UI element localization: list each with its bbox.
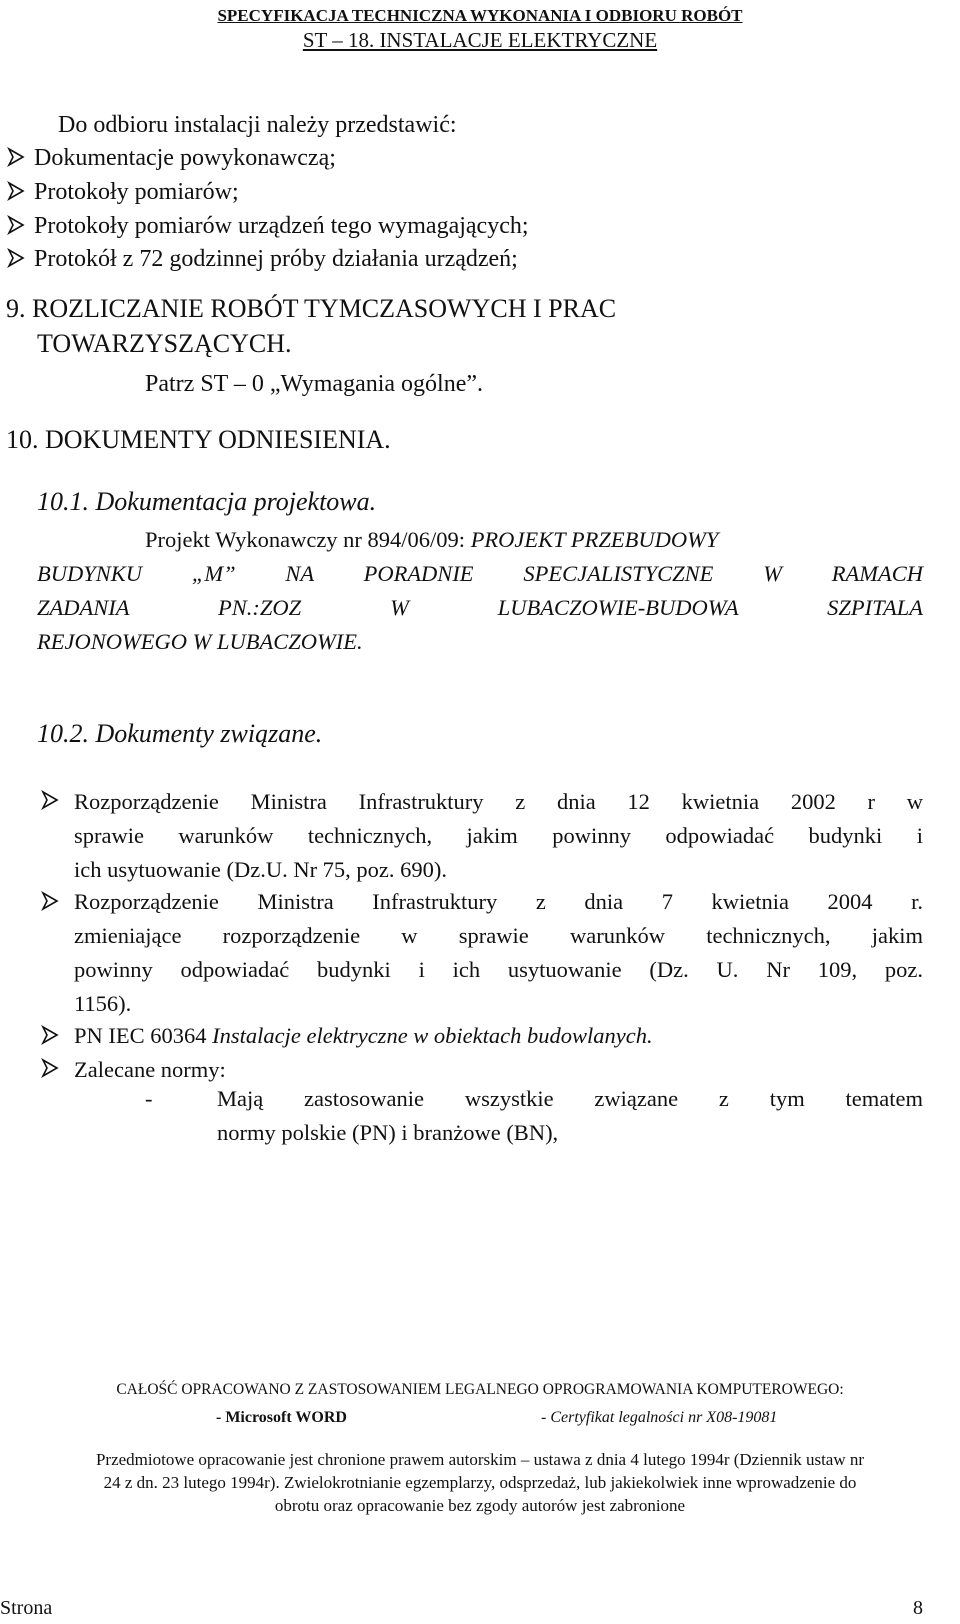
arrowhead-bullet-icon (6, 179, 34, 206)
arrowhead-bullet-icon (6, 145, 34, 172)
arrowhead-bullet-icon (40, 891, 60, 916)
section-10-1-heading: 10.1. Dokumentacja projektowa. (37, 487, 377, 516)
project-line-4: REJONOWEGO W LUBACZOWIE. (37, 629, 363, 654)
footer-software: - Microsoft WORD (216, 1409, 347, 1426)
doc-2-line-2: zmieniające rozporządzenie w sprawie warunków technicznych, jakim (74, 923, 923, 948)
list-item: Protokoły pomiarów; (6, 179, 239, 206)
project-prefix: Projekt Wykonawczy nr 894/06/09: (145, 527, 471, 552)
list-item: Protokół z 72 godzinnej próby działania urządzeń; (6, 246, 518, 273)
arrowhead-bullet-icon (40, 790, 60, 815)
footer-copyright-line-1: Przedmiotowe opracowanie jest chronione prawem autorskim – ustawa z dnia 4 lutego 1994r (Dziennik ustaw nr (95, 1450, 865, 1469)
doc-1-line-3: ich usytuowanie (Dz.U. Nr 75, poz. 690). (74, 857, 448, 882)
doc-2-line-3: powinny odpowiadać budynki i ich usytuowanie (Dz. U. Nr 109, poz. (74, 957, 923, 982)
norms-line-2: normy polskie (PN) i branżowe (BN), (217, 1120, 559, 1145)
doc-4: Zalecane normy: (74, 1057, 226, 1082)
project-line-2: BUDYNKU „M” NA PORADNIE SPECJALISTYCZNE W RAMACH (37, 561, 923, 586)
section-9-heading-line1: 9. ROZLICZANIE ROBÓT TYMCZASOWYCH I PRAC (6, 294, 617, 323)
doc-1-line-1: Rozporządzenie Ministra Infrastruktury z dnia 12 kwietnia 2002 r w (74, 789, 923, 814)
arrowhead-bullet-icon (6, 213, 34, 240)
document-header-title: SPECYFIKACJA TECHNICZNA WYKONANIA I ODBIORU ROBÓT (217, 6, 743, 25)
document-header-subtitle: ST – 18. INSTALACJE ELEKTRYCZNE (302, 28, 658, 52)
norms-line-1: Mają zastosowanie wszystkie związane z tym tematem (217, 1086, 923, 1111)
section-9-heading-line2: TOWARZYSZĄCYCH. (37, 329, 292, 358)
footer-copyright-line-2: 24 z dn. 23 lutego 1994r). Zwielokrotnianie egzemplarzy, odsprzedaż, lub jakiekolwiek inne wprowadzenie do (103, 1473, 857, 1492)
section-9-text: Patrz ST – 0 „Wymagania ogólne”. (145, 371, 484, 397)
list-item: Dokumentacje powykonawczą; (6, 145, 336, 172)
footer-legal-software: CAŁOŚĆ OPRACOWANO Z ZASTOSOWANIEM LEGALNEGO OPROGRAMOWANIA KOMPUTEROWEGO: (116, 1381, 844, 1398)
arrowhead-bullet-icon (40, 1058, 60, 1083)
page-number: 8 (913, 1597, 923, 1619)
project-line-3: ZADANIA PN.:ZOZ W LUBACZOWIE-BUDOWA SZPITALA (37, 595, 923, 620)
page-label: Strona (0, 1597, 53, 1619)
list-item: Protokoły pomiarów urządzeń tego wymagających; (6, 213, 529, 240)
footer-copyright-line-3: obrotu oraz opracowanie bez zgody autorów jest zabronione (274, 1496, 686, 1515)
doc-2-line-1: Rozporządzenie Ministra Infrastruktury z dnia 7 kwietnia 2004 r. (74, 889, 923, 914)
section-10-heading: 10. DOKUMENTY ODNIESIENIA. (6, 425, 391, 454)
project-line-1 (145, 527, 718, 553)
arrowhead-bullet-icon (40, 1025, 60, 1050)
dash: - (145, 1086, 153, 1111)
arrowhead-bullet-icon (6, 246, 34, 273)
section-10-2-heading: 10.2. Dokumenty związane. (37, 719, 323, 748)
doc-3: PN IEC 60364 Instalacje elektryczne w obiektach budowlanych. (74, 1023, 653, 1048)
footer-certificate: - Certyfikat legalności nr X08-19081 (541, 1409, 778, 1426)
project-title-part: PROJEKT PRZEBUDOWY (470, 527, 719, 552)
doc-1-line-2: sprawie warunków technicznych, jakim powinny odpowiadać budynki i (74, 823, 923, 848)
intro-lead: Do odbioru instalacji należy przedstawić: (58, 112, 457, 138)
doc-2-line-4: 1156). (74, 991, 132, 1016)
